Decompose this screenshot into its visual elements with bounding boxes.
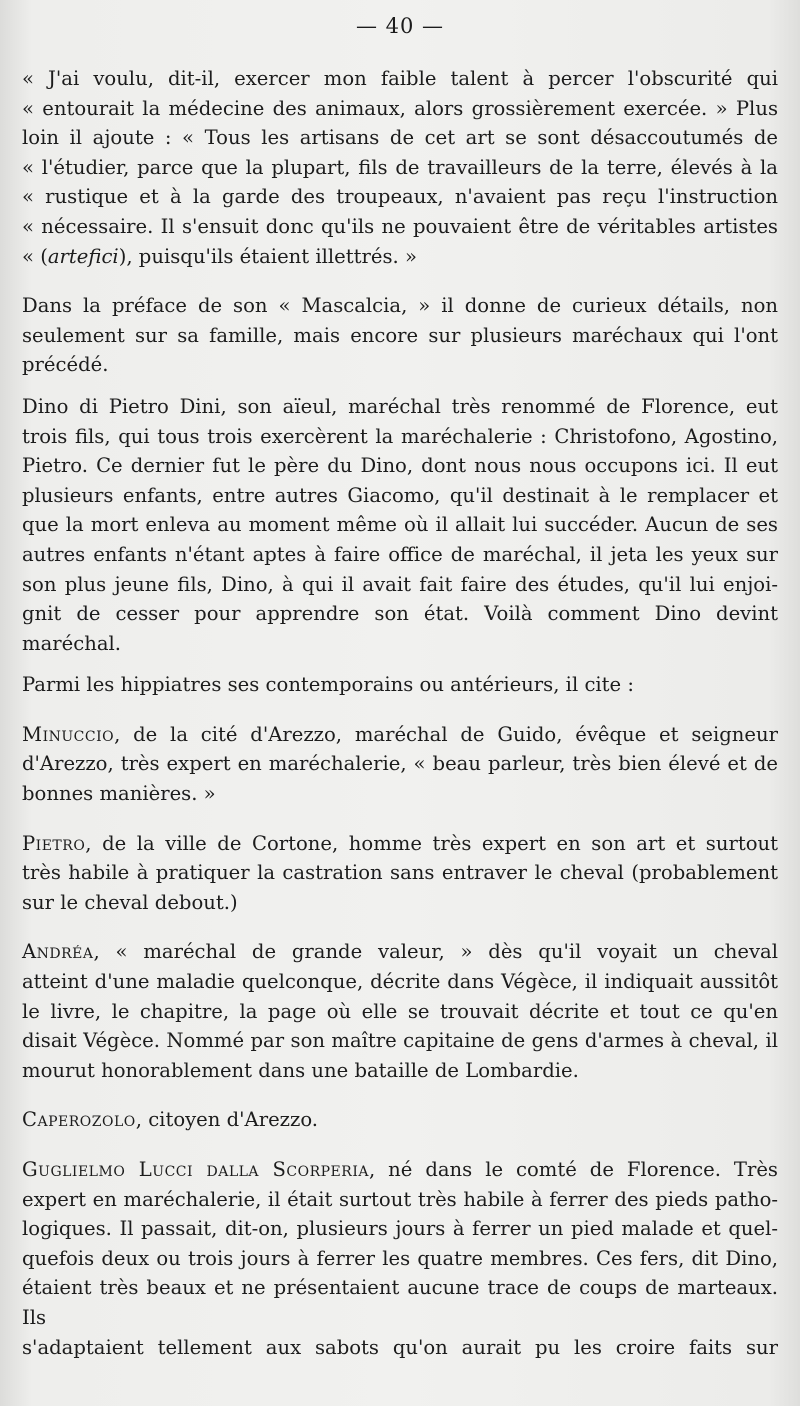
- text-line: [22, 937, 778, 967]
- text-line: gnit de cesser pour apprendre son état. Voilà comment Dino devint: [22, 602, 778, 626]
- italic-term: artefici: [47, 244, 119, 268]
- text-line: « J'ai voulu, dit-il, exercer mon faible talent à percer l'obscurité qui: [22, 67, 778, 90]
- page-body: [22, 64, 778, 1362]
- person-name: Pietro: [22, 831, 86, 855]
- text-line: que la mort enleva au moment même où il allait lui succéder. Aucun de ses: [22, 513, 778, 537]
- entry-pietro: [22, 829, 778, 918]
- text-fragment: , de la ville de Cortone, homme très expert en son art et surtout: [85, 831, 778, 855]
- text-line: Dino di Pietro Dini, son aïeul, maréchal très renommé de Florence, eut: [22, 394, 778, 418]
- text-fragment: , « maréchal de grande valeur, » dès qu'il voyait un cheval: [93, 940, 778, 964]
- text-line: [22, 829, 778, 859]
- text-line: trois fils, qui tous trois exercèrent la maréchalerie : Christofono, Agostino,: [22, 424, 778, 448]
- text-line: disait Végèce. Nommé par son maître capitaine de gens d'armes à cheval, il: [22, 1029, 778, 1053]
- entry-guglielmo: [22, 1155, 778, 1362]
- text-line: étaient très beaux et ne présentaient aucune trace de coups de marteaux. Ils: [22, 1276, 778, 1329]
- text-line: plusieurs enfants, entre autres Giacomo, qu'il destinait à le remplacer et: [22, 483, 778, 507]
- text-line: seulement sur sa famille, mais encore sur plusieurs maréchaux qui l'ont: [22, 323, 778, 347]
- person-name: Caperozolo: [22, 1108, 136, 1132]
- text-line: d'Arezzo, très expert en maréchalerie, « beau parleur, très bien élevé et de: [22, 752, 778, 776]
- text-line: Parmi les hippiatres ses contemporains ou antérieurs, il cite :: [22, 673, 634, 697]
- text-line: atteint d'une maladie quelconque, décrite dans Végèce, il indiquait aussitôt: [22, 970, 778, 994]
- paragraph-family: [22, 392, 778, 658]
- entry-andrea: [22, 937, 778, 1085]
- entry-caperozolo: [22, 1105, 778, 1135]
- text-line: « l'étudier, parce que la plupart, fils de travailleurs de la terre, élevés à la: [22, 155, 778, 179]
- text-line: [22, 1105, 778, 1135]
- page-number: — 40 —: [355, 14, 445, 38]
- text-line: « rustique et à la garde des troupeaux, n'avaient pas reçu l'instruction: [22, 185, 778, 209]
- text-line: autres enfants n'étant aptes à faire office de maréchal, il jeta les yeux sur: [22, 542, 778, 566]
- paragraph-hippiatres: [22, 670, 778, 700]
- text-line: [22, 242, 778, 272]
- text-line: précédé.: [22, 353, 109, 377]
- text-line: [22, 720, 778, 750]
- paragraph-preface: [22, 291, 778, 380]
- text-line: logiques. Il passait, dit-on, plusieurs jours à ferrer un pied malade et quel-: [22, 1217, 778, 1241]
- text-line: s'adaptaient tellement aux sabots qu'on aurait pu les croire faits sur: [22, 1335, 778, 1359]
- text-line: le livre, le chapitre, la page où elle se trouvait décrite et tout ce qu'en: [22, 999, 778, 1023]
- text-line: son plus jeune fils, Dino, à qui il avait fait faire des études, qu'il lui enjoi-: [22, 572, 778, 596]
- text-line: « nécessaire. Il s'ensuit donc qu'ils ne pouvaient être de véritables artistes: [22, 214, 778, 238]
- text-line: bonnes manières. »: [22, 782, 216, 806]
- text-line: Pietro. Ce dernier fut le père du Dino, dont nous nous occupons ici. Il eut: [22, 454, 778, 478]
- text-line: Dans la préface de son « Mascalcia, » il donne de curieux détails, non: [22, 294, 778, 318]
- text-line: expert en maréchalerie, il était surtout très habile à ferrer des pieds patho-: [22, 1187, 778, 1211]
- text-fragment: ), puisqu'ils étaient illettrés. »: [118, 244, 417, 268]
- person-name: Andréa: [22, 940, 94, 964]
- text-line: sur le cheval debout.): [22, 890, 238, 914]
- text-line: loin il ajoute : « Tous les artisans de cet art se sont désaccoutumés de: [22, 126, 778, 150]
- text-line: très habile à pratiquer la castration sans entraver le cheval (probablement: [22, 861, 778, 885]
- person-name: Guglielmo Lucci dalla Scorperia: [22, 1158, 369, 1181]
- text-fragment: , de la cité d'Arezzo, maréchal de Guido, évêque et seigneur: [114, 722, 778, 746]
- text-line: « entourait la médecine des animaux, alors grossièrement exercée. » Plus: [22, 96, 778, 120]
- person-name: Minuccio: [22, 722, 115, 746]
- text-line: maréchal.: [22, 631, 121, 655]
- text-line: [22, 1155, 778, 1185]
- text-line: mourut honorablement dans une bataille de Lombardie.: [22, 1058, 579, 1082]
- paragraph-quote: [22, 64, 778, 271]
- text-line: quefois deux ou trois jours à ferrer les quatre membres. Ces fers, dit Dino,: [22, 1246, 778, 1270]
- text-fragment: , citoyen d'Arezzo.: [135, 1108, 318, 1132]
- text-fragment: , né dans le comté de Florence. Très: [368, 1158, 778, 1181]
- text-fragment: « (: [22, 244, 48, 268]
- entry-minuccio: [22, 720, 778, 809]
